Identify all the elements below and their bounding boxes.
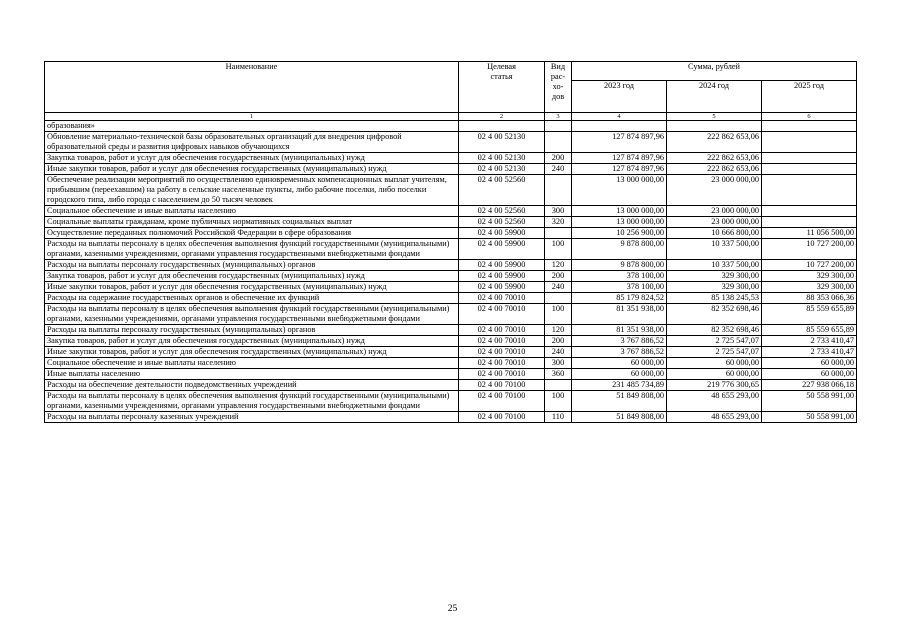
row-target-article: 02 4 00 70010	[459, 347, 545, 358]
header-target-article: Целевая статья	[459, 62, 545, 113]
row-amount-2024	[667, 121, 762, 132]
row-expense-type: 360	[545, 369, 572, 380]
row-target-article	[459, 121, 545, 132]
row-amount-2024: 23 000 000,00	[667, 175, 762, 206]
row-target-article: 02 4 00 70100	[459, 391, 545, 412]
row-target-article: 02 4 00 70010	[459, 304, 545, 325]
row-amount-2024: 48 655 293,00	[667, 412, 762, 423]
row-amount-2024: 329 300,00	[667, 282, 762, 293]
row-name: Иные закупки товаров, работ и услуг для обеспечения государственных (муниципальных) нужд	[45, 347, 459, 358]
row-name: Социальное обеспечение и иные выплаты населению	[45, 358, 459, 369]
row-amount-2024: 82 352 698,46	[667, 304, 762, 325]
table-row	[45, 380, 857, 391]
row-amount-2024: 23 000 000,00	[667, 206, 762, 217]
table-row	[45, 325, 857, 336]
row-expense-type: 200	[545, 336, 572, 347]
column-number: 1	[45, 113, 459, 121]
row-amount-2023: 3 767 886,52	[572, 347, 667, 358]
row-amount-2025	[762, 121, 857, 132]
header-sum: Сумма, рублей	[572, 62, 857, 81]
header-year-2025: 2025 год	[762, 81, 857, 113]
row-amount-2023: 127 874 897,96	[572, 164, 667, 175]
table-row	[45, 293, 857, 304]
row-name: Расходы на выплаты персоналу государственных (муниципальных) органов	[45, 325, 459, 336]
row-expense-type: 300	[545, 206, 572, 217]
row-amount-2025: 88 353 066,36	[762, 293, 857, 304]
table-row	[45, 347, 857, 358]
row-amount-2025: 10 727 200,00	[762, 260, 857, 271]
row-amount-2025: 11 056 500,00	[762, 228, 857, 239]
table-body	[45, 121, 857, 423]
table-row	[45, 282, 857, 293]
table-header	[45, 62, 857, 121]
row-amount-2025: 50 558 991,00	[762, 391, 857, 412]
row-amount-2023: 51 849 808,00	[572, 412, 667, 423]
column-number: 5	[667, 113, 762, 121]
row-amount-2023: 3 767 886,52	[572, 336, 667, 347]
row-target-article: 02 4 00 70010	[459, 336, 545, 347]
row-amount-2024: 10 337 500,00	[667, 260, 762, 271]
row-amount-2024: 222 862 653,06	[667, 164, 762, 175]
row-amount-2025	[762, 132, 857, 153]
row-amount-2023: 81 351 938,00	[572, 325, 667, 336]
row-amount-2025: 329 300,00	[762, 271, 857, 282]
row-amount-2023: 9 878 800,00	[572, 239, 667, 260]
table-row	[45, 239, 857, 260]
row-amount-2023: 127 874 897,96	[572, 132, 667, 153]
row-target-article: 02 4 00 70010	[459, 358, 545, 369]
table-row	[45, 304, 857, 325]
row-target-article: 02 4 00 52560	[459, 217, 545, 228]
row-name: Расходы на выплаты персоналу государственных (муниципальных) органов	[45, 260, 459, 271]
row-amount-2025	[762, 217, 857, 228]
row-amount-2025: 50 558 991,00	[762, 412, 857, 423]
row-amount-2023: 85 179 824,52	[572, 293, 667, 304]
row-amount-2025	[762, 175, 857, 206]
row-expense-type	[545, 132, 572, 153]
row-amount-2023: 13 000 000,00	[572, 175, 667, 206]
row-target-article: 02 4 00 52130	[459, 153, 545, 164]
row-amount-2023: 60 000,00	[572, 358, 667, 369]
row-expense-type	[545, 175, 572, 206]
table-row	[45, 217, 857, 228]
table-row	[45, 132, 857, 153]
row-amount-2024: 222 862 653,06	[667, 153, 762, 164]
row-amount-2023: 378 100,00	[572, 271, 667, 282]
row-amount-2024: 2 725 547,07	[667, 336, 762, 347]
row-target-article: 02 4 00 70010	[459, 325, 545, 336]
table-row	[45, 260, 857, 271]
row-amount-2024: 10 337 500,00	[667, 239, 762, 260]
row-target-article: 02 4 00 52130	[459, 132, 545, 153]
row-name: Социальное обеспечение и иные выплаты населению	[45, 206, 459, 217]
row-name: Расходы на выплаты персоналу казенных учреждений	[45, 412, 459, 423]
row-name: Расходы на выплаты персоналу в целях обеспечения выполнения функций государственными (муниципальными) органами, казенными учреждениями, органами управления государственными внебюджетными фондами	[45, 239, 459, 260]
row-name: Осуществление переданных полномочий Российской Федерации в сфере образования	[45, 228, 459, 239]
row-expense-type	[545, 228, 572, 239]
row-target-article: 02 4 00 52560	[459, 206, 545, 217]
column-number-row	[45, 113, 857, 121]
row-target-article: 02 4 00 70100	[459, 380, 545, 391]
row-expense-type	[545, 121, 572, 132]
row-name: Обновление материально-технической базы образовательных организаций для внедрения цифровой образовательной среды и развития цифровых навыков обучающихся	[45, 132, 459, 153]
table-row	[45, 121, 857, 132]
row-amount-2025	[762, 153, 857, 164]
row-amount-2024: 60 000,00	[667, 358, 762, 369]
row-expense-type: 120	[545, 260, 572, 271]
row-amount-2023	[572, 121, 667, 132]
row-amount-2024: 222 862 653,06	[667, 132, 762, 153]
row-name: Социальные выплаты гражданам, кроме публичных нормативных социальных выплат	[45, 217, 459, 228]
row-target-article: 02 4 00 59900	[459, 282, 545, 293]
row-name: Расходы на обеспечение деятельности подведомственных учреждений	[45, 380, 459, 391]
row-name: Расходы на содержание государственных органов и обеспечение их функций	[45, 293, 459, 304]
table-row	[45, 175, 857, 206]
table-row	[45, 369, 857, 380]
row-expense-type: 120	[545, 325, 572, 336]
row-expense-type: 240	[545, 347, 572, 358]
row-target-article: 02 4 00 70010	[459, 293, 545, 304]
row-expense-type: 110	[545, 412, 572, 423]
table-row	[45, 153, 857, 164]
row-expense-type: 200	[545, 153, 572, 164]
table-row	[45, 391, 857, 412]
row-expense-type: 320	[545, 217, 572, 228]
row-amount-2025: 2 733 410,47	[762, 336, 857, 347]
header-expense-type: Вид рас- хо- дов	[545, 62, 572, 113]
row-amount-2023: 231 485 734,89	[572, 380, 667, 391]
row-name: Иные закупки товаров, работ и услуг для обеспечения государственных (муниципальных) нужд	[45, 282, 459, 293]
row-expense-type	[545, 380, 572, 391]
row-expense-type: 240	[545, 164, 572, 175]
row-target-article: 02 4 00 59900	[459, 228, 545, 239]
row-name: Иные выплаты населению	[45, 369, 459, 380]
row-amount-2024: 85 138 245,53	[667, 293, 762, 304]
budget-table	[44, 61, 857, 423]
row-name: образования»	[45, 121, 459, 132]
row-name: Закупка товаров, работ и услуг для обеспечения государственных (муниципальных) нужд	[45, 271, 459, 282]
row-amount-2023: 13 000 000,00	[572, 217, 667, 228]
row-target-article: 02 4 00 70010	[459, 369, 545, 380]
table-row	[45, 271, 857, 282]
header-year-2023: 2023 год	[572, 81, 667, 113]
row-amount-2025: 60 000,00	[762, 369, 857, 380]
row-amount-2025: 85 559 655,89	[762, 304, 857, 325]
row-target-article: 02 4 00 59900	[459, 239, 545, 260]
table-row	[45, 358, 857, 369]
row-amount-2025: 10 727 200,00	[762, 239, 857, 260]
row-expense-type: 100	[545, 304, 572, 325]
row-amount-2025: 60 000,00	[762, 358, 857, 369]
row-amount-2023: 51 849 808,00	[572, 391, 667, 412]
column-number: 3	[545, 113, 572, 121]
row-amount-2024: 219 776 300,65	[667, 380, 762, 391]
row-amount-2023: 81 351 938,00	[572, 304, 667, 325]
row-name: Закупка товаров, работ и услуг для обеспечения государственных (муниципальных) нужд	[45, 336, 459, 347]
row-amount-2023: 60 000,00	[572, 369, 667, 380]
row-amount-2024: 82 352 698,46	[667, 325, 762, 336]
row-amount-2024: 10 666 800,00	[667, 228, 762, 239]
row-amount-2024: 48 655 293,00	[667, 391, 762, 412]
table-row	[45, 412, 857, 423]
row-expense-type: 100	[545, 391, 572, 412]
row-amount-2025: 227 938 066,18	[762, 380, 857, 391]
column-number: 2	[459, 113, 545, 121]
row-amount-2023: 13 000 000,00	[572, 206, 667, 217]
row-expense-type	[545, 293, 572, 304]
row-amount-2023: 127 874 897,96	[572, 153, 667, 164]
row-amount-2024: 23 000 000,00	[667, 217, 762, 228]
row-target-article: 02 4 00 52130	[459, 164, 545, 175]
column-number: 4	[572, 113, 667, 121]
row-expense-type: 240	[545, 282, 572, 293]
page-number: 25	[447, 604, 458, 614]
row-amount-2025: 2 733 410,47	[762, 347, 857, 358]
row-amount-2023: 10 256 900,00	[572, 228, 667, 239]
row-amount-2023: 9 878 800,00	[572, 260, 667, 271]
row-name: Закупка товаров, работ и услуг для обеспечения государственных (муниципальных) нужд	[45, 153, 459, 164]
row-name: Расходы на выплаты персоналу в целях обеспечения выполнения функций государственными (муниципальными) органами, казенными учреждениями, органами управления государственными внебюджетными фондами	[45, 304, 459, 325]
row-amount-2024: 329 300,00	[667, 271, 762, 282]
table-row	[45, 228, 857, 239]
row-amount-2025	[762, 206, 857, 217]
row-target-article: 02 4 00 70100	[459, 412, 545, 423]
row-amount-2023: 378 100,00	[572, 282, 667, 293]
row-target-article: 02 4 00 59900	[459, 271, 545, 282]
row-name: Расходы на выплаты персоналу в целях обеспечения выполнения функций государственными (муниципальными) органами, казенными учреждениями, органами управления государственными внебюджетными фондами	[45, 391, 459, 412]
row-name: Обеспечение реализации мероприятий по осуществлению единовременных компенсационных выплат учителям, прибывшим (переехавшим) на работу в сельские населенные пункты, либо рабочие поселки, либо поселки городского типа, либо города с населением до 50 тысяч человек	[45, 175, 459, 206]
table-row	[45, 164, 857, 175]
row-expense-type: 200	[545, 271, 572, 282]
row-target-article: 02 4 00 52560	[459, 175, 545, 206]
header-year-2024: 2024 год	[667, 81, 762, 113]
row-amount-2024: 2 725 547,07	[667, 347, 762, 358]
row-expense-type: 100	[545, 239, 572, 260]
row-amount-2025: 85 559 655,89	[762, 325, 857, 336]
row-expense-type: 300	[545, 358, 572, 369]
table-row	[45, 336, 857, 347]
row-target-article: 02 4 00 59900	[459, 260, 545, 271]
column-number: 6	[762, 113, 857, 121]
row-amount-2024: 60 000,00	[667, 369, 762, 380]
row-amount-2025: 329 300,00	[762, 282, 857, 293]
row-amount-2025	[762, 164, 857, 175]
row-name: Иные закупки товаров, работ и услуг для обеспечения государственных (муниципальных) нужд	[45, 164, 459, 175]
table-row	[45, 206, 857, 217]
header-name: Наименование	[45, 62, 459, 113]
